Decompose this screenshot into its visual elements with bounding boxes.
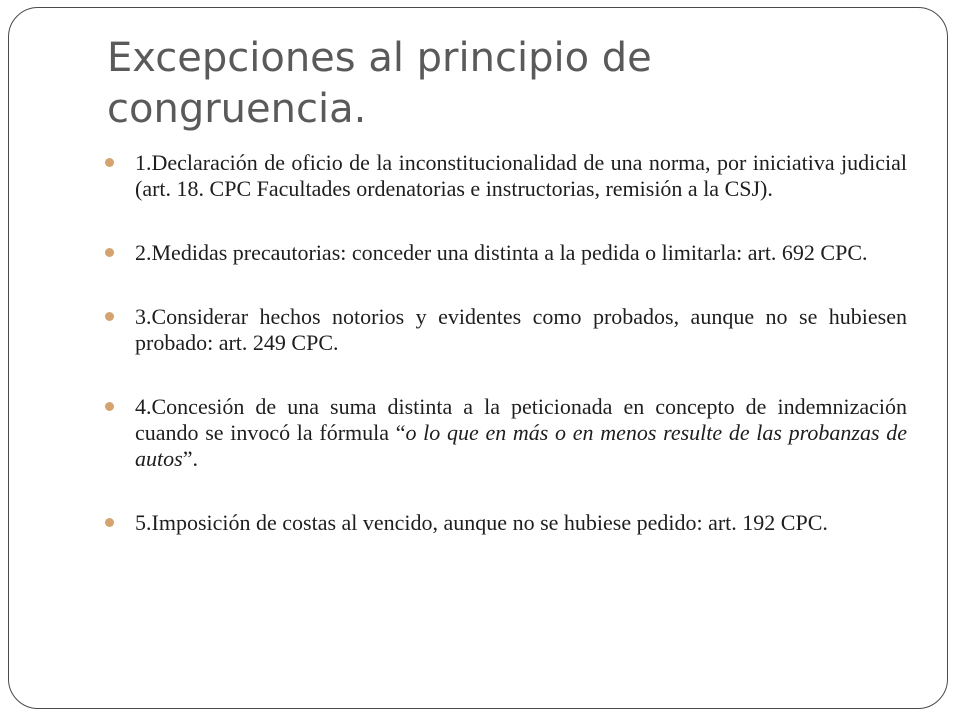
bullet-item-4 xyxy=(105,394,907,472)
bullet-text-after: ”. xyxy=(182,446,198,471)
bullet-text: 1.Declaración de oficio de la inconstitucionalidad de una norma, por iniciativa judicial (art. 18. CPC Facultades ordenatorias e instructorias, remisión a la CSJ). xyxy=(135,150,907,201)
bullet-icon xyxy=(105,312,114,321)
bullet-icon xyxy=(105,518,114,527)
bullet-icon xyxy=(105,248,114,257)
bullet-icon xyxy=(105,402,114,411)
bullet-item-5 xyxy=(105,510,907,536)
bullet-item-1 xyxy=(105,150,907,202)
bullet-icon xyxy=(105,158,114,167)
bullet-quote: o lo que en más o en menos resulte de las probanzas de autos xyxy=(135,420,908,471)
bullet-text: 5.Imposición de costas al vencido, aunque no se hubiese pedido: art. 192 CPC. xyxy=(135,510,828,535)
bullet-item-2 xyxy=(105,240,907,266)
bullet-item-3 xyxy=(105,304,907,356)
bullet-text: 3.Considerar hechos notorios y evidentes como probados, aunque no se hubiesen probado: art. 249 CPC. xyxy=(135,304,907,355)
slide-title: Excepciones al principio de congruencia. xyxy=(107,35,652,132)
bullet-list xyxy=(105,150,907,574)
bullet-text: 2.Medidas precautorias: conceder una distinta a la pedida o limitarla: art. 692 CPC. xyxy=(135,240,868,265)
bullet-text-before: 4.Concesión de una suma distinta a la peticionada en concepto de indemnización cuando se invocó la fórmula “ xyxy=(135,394,907,445)
